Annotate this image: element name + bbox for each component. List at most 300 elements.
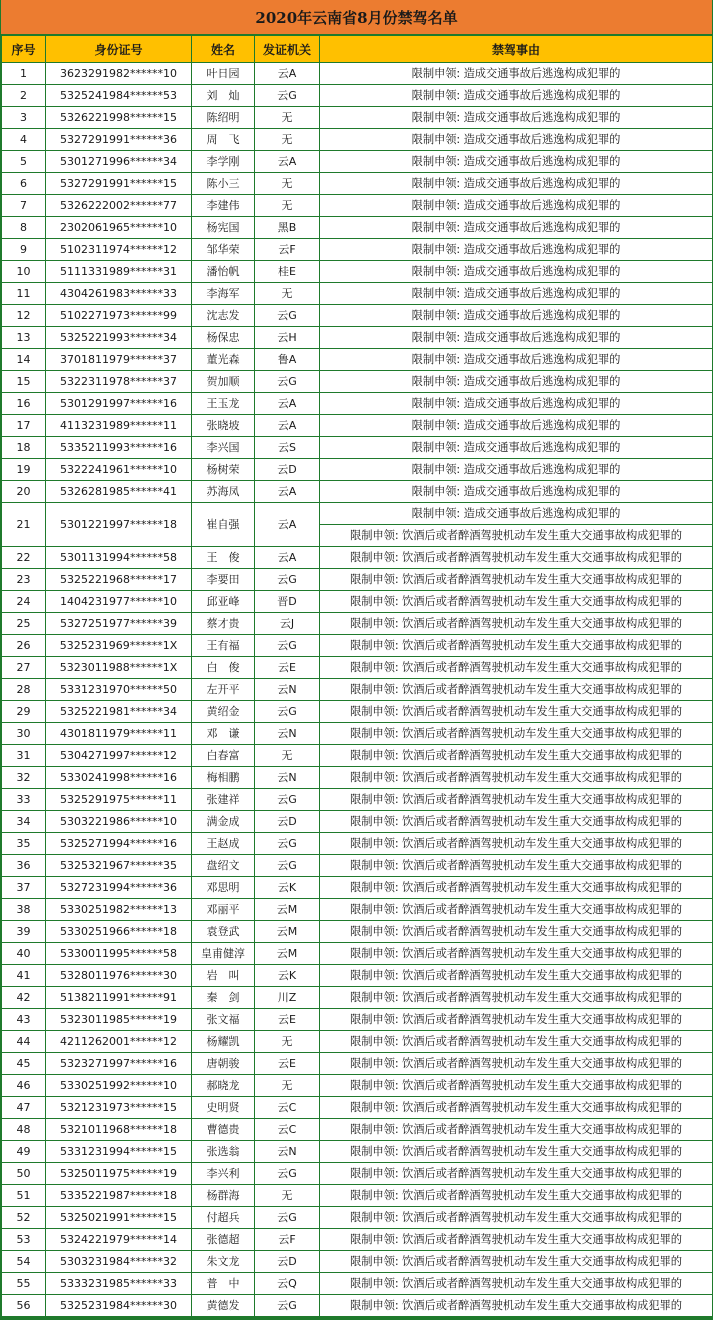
- row-reason: [320, 151, 713, 173]
- table-row: [2, 1251, 713, 1273]
- table-row: [2, 701, 713, 723]
- table-row: [2, 503, 713, 547]
- row-name: 沈志发: [192, 305, 255, 327]
- reason-text: 限制申领: 造成交通事故后逃逸构成犯罪的: [411, 507, 621, 520]
- row-reason: [320, 613, 713, 635]
- table-row: [2, 63, 713, 85]
- row-reason: [320, 1075, 713, 1097]
- row-reason: [320, 943, 713, 965]
- row-issuer: 云F: [255, 239, 320, 261]
- row-id-number: 5328011976******30: [46, 965, 192, 987]
- table-row: [2, 1009, 713, 1031]
- row-id-number: 5322241961******10: [46, 459, 192, 481]
- row-id-number: 5327291991******36: [46, 129, 192, 151]
- row-reason: [320, 723, 713, 745]
- row-id-number: 5333231985******33: [46, 1273, 192, 1295]
- row-id-number: 5138211991******91: [46, 987, 192, 1009]
- row-issuer: 云M: [255, 899, 320, 921]
- row-id-number: 5335221987******18: [46, 1185, 192, 1207]
- table-row: [2, 107, 713, 129]
- row-name: 贺加顺: [192, 371, 255, 393]
- row-issuer: 鲁A: [255, 349, 320, 371]
- table-row: [2, 1273, 713, 1295]
- row-id-number: 5335211993******16: [46, 437, 192, 459]
- row-id-number: 5325221993******34: [46, 327, 192, 349]
- row-name: 朱文龙: [192, 1251, 255, 1273]
- reason-text: 限制申领: 造成交通事故后逃逸构成犯罪的: [411, 419, 621, 432]
- row-reason: [320, 569, 713, 591]
- row-id-number: 3623291982******10: [46, 63, 192, 85]
- row-issuer: 无: [255, 1031, 320, 1053]
- row-issuer: 云D: [255, 1251, 320, 1273]
- row-id-number: 5330011995******58: [46, 943, 192, 965]
- row-name: 邓思明: [192, 877, 255, 899]
- table-row: [2, 129, 713, 151]
- reason-text: 限制申领: 饮酒后或者醉酒驾驶机动车发生重大交通事故构成犯罪的: [350, 1101, 682, 1114]
- row-name: 唐朝骏: [192, 1053, 255, 1075]
- row-issuer: 云N: [255, 1141, 320, 1163]
- row-issuer: 云K: [255, 877, 320, 899]
- row-reason: [320, 1053, 713, 1075]
- row-number: 14: [2, 349, 46, 371]
- reason-text: 限制申领: 饮酒后或者醉酒驾驶机动车发生重大交通事故构成犯罪的: [350, 947, 682, 960]
- row-id-number: 5303221986******10: [46, 811, 192, 833]
- row-name: 袁登武: [192, 921, 255, 943]
- row-id-number: 5102271973******99: [46, 305, 192, 327]
- reason-text: 限制申领: 造成交通事故后逃逸构成犯罪的: [411, 243, 621, 256]
- row-reason: [320, 833, 713, 855]
- row-reason: [320, 1141, 713, 1163]
- row-number: 6: [2, 173, 46, 195]
- row-issuer: 云M: [255, 943, 320, 965]
- table-row: [2, 85, 713, 107]
- table-row: [2, 723, 713, 745]
- row-name: 苏海凤: [192, 481, 255, 503]
- row-id-number: 4113231989******11: [46, 415, 192, 437]
- reason-text: 限制申领: 造成交通事故后逃逸构成犯罪的: [411, 199, 621, 212]
- row-name: 左开平: [192, 679, 255, 701]
- row-id-number: 5321231973******15: [46, 1097, 192, 1119]
- row-name: 白 俊: [192, 657, 255, 679]
- reason-text: 限制申领: 饮酒后或者醉酒驾驶机动车发生重大交通事故构成犯罪的: [350, 1167, 682, 1180]
- row-id-number: 5325241984******53: [46, 85, 192, 107]
- row-reason: [320, 899, 713, 921]
- row-name: 王玉龙: [192, 393, 255, 415]
- table-row: [2, 943, 713, 965]
- table-row: [2, 195, 713, 217]
- row-id-number: 5330251982******13: [46, 899, 192, 921]
- row-name: 李海军: [192, 283, 255, 305]
- table-row: [2, 591, 713, 613]
- row-reason: [320, 129, 713, 151]
- row-reason: [320, 107, 713, 129]
- row-reason: [320, 1295, 713, 1317]
- row-number: 19: [2, 459, 46, 481]
- row-id-number: 5324221979******14: [46, 1229, 192, 1251]
- row-name: 张德超: [192, 1229, 255, 1251]
- row-id-number: 5327291991******15: [46, 173, 192, 195]
- row-name: 付超兵: [192, 1207, 255, 1229]
- row-name: 白春富: [192, 745, 255, 767]
- row-issuer: 云A: [255, 503, 320, 547]
- row-number: 2: [2, 85, 46, 107]
- table-row: [2, 987, 713, 1009]
- row-reason: [320, 371, 713, 393]
- row-issuer: 无: [255, 129, 320, 151]
- row-issuer: 云D: [255, 459, 320, 481]
- reason-text: 限制申领: 饮酒后或者醉酒驾驶机动车发生重大交通事故构成犯罪的: [350, 1233, 682, 1246]
- row-number: 13: [2, 327, 46, 349]
- row-name: 郝晓龙: [192, 1075, 255, 1097]
- row-name: 张晓坡: [192, 415, 255, 437]
- table-row: [2, 349, 713, 371]
- row-number: 20: [2, 481, 46, 503]
- row-reason: [320, 789, 713, 811]
- row-id-number: 4304261983******33: [46, 283, 192, 305]
- row-reason: [320, 305, 713, 327]
- row-number: 11: [2, 283, 46, 305]
- reason-text: 限制申领: 造成交通事故后逃逸构成犯罪的: [411, 485, 621, 498]
- row-number: 37: [2, 877, 46, 899]
- row-name: 李要田: [192, 569, 255, 591]
- row-number: 42: [2, 987, 46, 1009]
- reason-text: 限制申领: 造成交通事故后逃逸构成犯罪的: [411, 397, 621, 410]
- table-row: [2, 283, 713, 305]
- table-body: [2, 63, 713, 1317]
- row-name: 盘绍文: [192, 855, 255, 877]
- table-row: [2, 371, 713, 393]
- header-issuer: 发证机关: [255, 36, 320, 63]
- reason-text: 限制申领: 造成交通事故后逃逸构成犯罪的: [411, 221, 621, 234]
- row-issuer: 云N: [255, 679, 320, 701]
- row-reason: [320, 173, 713, 195]
- reason-text: 限制申领: 饮酒后或者醉酒驾驶机动车发生重大交通事故构成犯罪的: [350, 573, 682, 586]
- row-issuer: 云A: [255, 63, 320, 85]
- header-row: [2, 36, 713, 63]
- row-number: 30: [2, 723, 46, 745]
- row-issuer: 无: [255, 745, 320, 767]
- row-issuer: 云G: [255, 789, 320, 811]
- row-number: 48: [2, 1119, 46, 1141]
- row-id-number: 5325011975******19: [46, 1163, 192, 1185]
- reason-text: 限制申领: 造成交通事故后逃逸构成犯罪的: [411, 265, 621, 278]
- row-id-number: 5331231970******50: [46, 679, 192, 701]
- reason-text: 限制申领: 造成交通事故后逃逸构成犯罪的: [411, 441, 621, 454]
- table-row: [2, 305, 713, 327]
- row-reason: [320, 965, 713, 987]
- row-reason: [320, 437, 713, 459]
- row-reason: [320, 1229, 713, 1251]
- reason-text: 限制申领: 饮酒后或者醉酒驾驶机动车发生重大交通事故构成犯罪的: [350, 1079, 682, 1092]
- row-id-number: 5325021991******15: [46, 1207, 192, 1229]
- row-name: 杨保忠: [192, 327, 255, 349]
- row-issuer: 云G: [255, 1163, 320, 1185]
- row-name: 蔡才贵: [192, 613, 255, 635]
- row-number: 22: [2, 547, 46, 569]
- row-issuer: 云C: [255, 1119, 320, 1141]
- reason-text: 限制申领: 饮酒后或者醉酒驾驶机动车发生重大交通事故构成犯罪的: [350, 837, 682, 850]
- table-row: [2, 437, 713, 459]
- table-row: [2, 459, 713, 481]
- row-issuer: 云G: [255, 85, 320, 107]
- table-row: [2, 1163, 713, 1185]
- reason-text: 限制申领: 饮酒后或者醉酒驾驶机动车发生重大交通事故构成犯罪的: [350, 727, 682, 740]
- table-row: [2, 877, 713, 899]
- row-name: 陈小三: [192, 173, 255, 195]
- row-issuer: 云J: [255, 613, 320, 635]
- row-number: 47: [2, 1097, 46, 1119]
- row-name: 普 中: [192, 1273, 255, 1295]
- row-id-number: 5330241998******16: [46, 767, 192, 789]
- row-issuer: 云Q: [255, 1273, 320, 1295]
- reason-text: 限制申领: 饮酒后或者醉酒驾驶机动车发生重大交通事故构成犯罪的: [350, 1211, 682, 1224]
- row-name: 皇甫健淳: [192, 943, 255, 965]
- row-reason: [320, 1119, 713, 1141]
- table-row: [2, 569, 713, 591]
- reason-text: 限制申领: 造成交通事故后逃逸构成犯罪的: [411, 177, 621, 190]
- row-name: 史明贤: [192, 1097, 255, 1119]
- row-id-number: 5325231984******30: [46, 1295, 192, 1317]
- row-number: 53: [2, 1229, 46, 1251]
- row-id-number: 1404231977******10: [46, 591, 192, 613]
- row-number: 40: [2, 943, 46, 965]
- table-row: [2, 657, 713, 679]
- row-number: 51: [2, 1185, 46, 1207]
- row-issuer: 无: [255, 195, 320, 217]
- row-reason: [320, 1009, 713, 1031]
- table-row: [2, 767, 713, 789]
- row-id-number: 5301271996******34: [46, 151, 192, 173]
- reason-text: 限制申领: 饮酒后或者醉酒驾驶机动车发生重大交通事故构成犯罪的: [350, 617, 682, 630]
- row-name: 张文福: [192, 1009, 255, 1031]
- row-issuer: 云F: [255, 1229, 320, 1251]
- row-reason: [320, 987, 713, 1009]
- table-row: [2, 151, 713, 173]
- row-issuer: 无: [255, 107, 320, 129]
- reason-text: 限制申领: 造成交通事故后逃逸构成犯罪的: [411, 353, 621, 366]
- row-name: 杨耀凯: [192, 1031, 255, 1053]
- row-number: 55: [2, 1273, 46, 1295]
- table-row: [2, 327, 713, 349]
- row-number: 15: [2, 371, 46, 393]
- table-row: [2, 547, 713, 569]
- row-name: 邱亚峰: [192, 591, 255, 613]
- reason-text: 限制申领: 造成交通事故后逃逸构成犯罪的: [411, 287, 621, 300]
- reason-text: 限制申领: 饮酒后或者醉酒驾驶机动车发生重大交通事故构成犯罪的: [350, 705, 682, 718]
- reason-text: 限制申领: 饮酒后或者醉酒驾驶机动车发生重大交通事故构成犯罪的: [350, 1013, 682, 1026]
- table-row: [2, 1141, 713, 1163]
- row-name: 张建祥: [192, 789, 255, 811]
- row-reason: [320, 261, 713, 283]
- row-number: 35: [2, 833, 46, 855]
- row-id-number: 5301291997******16: [46, 393, 192, 415]
- row-issuer: 云E: [255, 1009, 320, 1031]
- reason-text: 限制申领: 饮酒后或者醉酒驾驶机动车发生重大交通事故构成犯罪的: [350, 1189, 682, 1202]
- row-name: 秦 剑: [192, 987, 255, 1009]
- row-number: 36: [2, 855, 46, 877]
- row-name: 潘怡帆: [192, 261, 255, 283]
- row-id-number: 5301131994******58: [46, 547, 192, 569]
- row-number: 49: [2, 1141, 46, 1163]
- row-name: 邓 谦: [192, 723, 255, 745]
- row-number: 18: [2, 437, 46, 459]
- reason-text: 限制申领: 饮酒后或者醉酒驾驶机动车发生重大交通事故构成犯罪的: [350, 1145, 682, 1158]
- table-row: [2, 1185, 713, 1207]
- row-issuer: 云M: [255, 921, 320, 943]
- table-row: [2, 833, 713, 855]
- row-id-number: 5330251966******18: [46, 921, 192, 943]
- reason-text: 限制申领: 饮酒后或者醉酒驾驶机动车发生重大交通事故构成犯罪的: [350, 683, 682, 696]
- reason-text: 限制申领: 饮酒后或者醉酒驾驶机动车发生重大交通事故构成犯罪的: [350, 1057, 682, 1070]
- row-id-number: 5325321967******35: [46, 855, 192, 877]
- row-number: 28: [2, 679, 46, 701]
- reason-text: 限制申领: 造成交通事故后逃逸构成犯罪的: [411, 155, 621, 168]
- table-row: [2, 613, 713, 635]
- table-row: [2, 679, 713, 701]
- table-row: [2, 1119, 713, 1141]
- row-number: 4: [2, 129, 46, 151]
- table-row: [2, 393, 713, 415]
- row-issuer: 云E: [255, 1053, 320, 1075]
- row-number: 31: [2, 745, 46, 767]
- row-reason: [320, 1273, 713, 1295]
- row-name: 黄绍金: [192, 701, 255, 723]
- row-issuer: 云G: [255, 1207, 320, 1229]
- row-reason: [320, 767, 713, 789]
- reason-text: 限制申领: 饮酒后或者醉酒驾驶机动车发生重大交通事故构成犯罪的: [350, 661, 682, 674]
- row-id-number: 5303231984******32: [46, 1251, 192, 1273]
- row-id-number: 4301811979******11: [46, 723, 192, 745]
- reason-text: 限制申领: 造成交通事故后逃逸构成犯罪的: [411, 89, 621, 102]
- row-issuer: 桂E: [255, 261, 320, 283]
- row-issuer: 云G: [255, 1295, 320, 1317]
- row-number: 5: [2, 151, 46, 173]
- reason-text: 限制申领: 饮酒后或者醉酒驾驶机动车发生重大交通事故构成犯罪的: [350, 793, 682, 806]
- row-reason: [320, 1251, 713, 1273]
- row-reason: [320, 481, 713, 503]
- row-name: 王有福: [192, 635, 255, 657]
- reason-text: 限制申领: 造成交通事故后逃逸构成犯罪的: [411, 67, 621, 80]
- row-id-number: 5326222002******77: [46, 195, 192, 217]
- row-issuer: 云E: [255, 657, 320, 679]
- row-id-number: 5304271997******12: [46, 745, 192, 767]
- row-reason: [320, 1031, 713, 1053]
- table-row: [2, 1295, 713, 1317]
- table-row: [2, 415, 713, 437]
- row-number: 33: [2, 789, 46, 811]
- row-id-number: 5321011968******18: [46, 1119, 192, 1141]
- row-number: 24: [2, 591, 46, 613]
- row-number: 43: [2, 1009, 46, 1031]
- row-name: 满金成: [192, 811, 255, 833]
- row-id-number: 5325221981******34: [46, 701, 192, 723]
- row-issuer: 云G: [255, 569, 320, 591]
- row-reason: [320, 503, 713, 547]
- row-name: 李建伟: [192, 195, 255, 217]
- row-number: 25: [2, 613, 46, 635]
- row-issuer: 云G: [255, 833, 320, 855]
- row-issuer: 无: [255, 283, 320, 305]
- row-id-number: 5330251992******10: [46, 1075, 192, 1097]
- row-id-number: 5323011988******1X: [46, 657, 192, 679]
- reason-text: 限制申领: 造成交通事故后逃逸构成犯罪的: [411, 309, 621, 322]
- row-reason: [320, 1207, 713, 1229]
- row-id-number: 5331231994******15: [46, 1141, 192, 1163]
- row-issuer: 云N: [255, 723, 320, 745]
- table-row: [2, 1053, 713, 1075]
- row-reason: [320, 239, 713, 261]
- row-number: 45: [2, 1053, 46, 1075]
- row-reason: [320, 459, 713, 481]
- row-number: 52: [2, 1207, 46, 1229]
- row-issuer: 晋D: [255, 591, 320, 613]
- row-id-number: 5301221997******18: [46, 503, 192, 547]
- table-row: [2, 261, 713, 283]
- reason-text: 限制申领: 饮酒后或者醉酒驾驶机动车发生重大交通事故构成犯罪的: [350, 1277, 682, 1290]
- row-name: 李兴利: [192, 1163, 255, 1185]
- header-name: 姓名: [192, 36, 255, 63]
- reason-text: 限制申领: 饮酒后或者醉酒驾驶机动车发生重大交通事故构成犯罪的: [320, 524, 712, 546]
- table-row: [2, 239, 713, 261]
- row-reason: [320, 415, 713, 437]
- row-issuer: 无: [255, 173, 320, 195]
- row-number: 27: [2, 657, 46, 679]
- row-number: 34: [2, 811, 46, 833]
- row-number: 10: [2, 261, 46, 283]
- row-name: 李兴国: [192, 437, 255, 459]
- row-number: 8: [2, 217, 46, 239]
- table-row: [2, 745, 713, 767]
- row-reason: [320, 283, 713, 305]
- row-name: 杨群海: [192, 1185, 255, 1207]
- table-row: [2, 217, 713, 239]
- row-name: 陈绍明: [192, 107, 255, 129]
- reason-text: 限制申领: 饮酒后或者醉酒驾驶机动车发生重大交通事故构成犯罪的: [350, 639, 682, 652]
- row-issuer: 无: [255, 1075, 320, 1097]
- table-row: [2, 1229, 713, 1251]
- row-id-number: 5326281985******41: [46, 481, 192, 503]
- reason-text: 限制申领: 饮酒后或者醉酒驾驶机动车发生重大交通事故构成犯罪的: [350, 771, 682, 784]
- reason-text: 限制申领: 造成交通事故后逃逸构成犯罪的: [411, 463, 621, 476]
- row-number: 32: [2, 767, 46, 789]
- reason-text: 限制申领: 饮酒后或者醉酒驾驶机动车发生重大交通事故构成犯罪的: [350, 1255, 682, 1268]
- row-number: 17: [2, 415, 46, 437]
- reason-text: 限制申领: 饮酒后或者醉酒驾驶机动车发生重大交通事故构成犯罪的: [350, 1299, 682, 1312]
- table-row: [2, 965, 713, 987]
- reason-text: 限制申领: 饮酒后或者醉酒驾驶机动车发生重大交通事故构成犯罪的: [350, 1123, 682, 1136]
- row-number: 7: [2, 195, 46, 217]
- header-id: 身份证号: [46, 36, 192, 63]
- reason-text: 限制申领: 饮酒后或者醉酒驾驶机动车发生重大交通事故构成犯罪的: [350, 969, 682, 982]
- row-name: 张选翁: [192, 1141, 255, 1163]
- row-number: 46: [2, 1075, 46, 1097]
- row-issuer: 云A: [255, 415, 320, 437]
- row-name: 王 俊: [192, 547, 255, 569]
- table-row: [2, 1097, 713, 1119]
- row-number: 44: [2, 1031, 46, 1053]
- row-number: 39: [2, 921, 46, 943]
- row-name: 李学刚: [192, 151, 255, 173]
- reason-text: 限制申领: 饮酒后或者醉酒驾驶机动车发生重大交通事故构成犯罪的: [350, 1035, 682, 1048]
- row-reason: [320, 195, 713, 217]
- row-issuer: 云K: [255, 965, 320, 987]
- row-number: 21: [2, 503, 46, 547]
- row-reason: [320, 1163, 713, 1185]
- row-number: 54: [2, 1251, 46, 1273]
- row-id-number: 5322311978******37: [46, 371, 192, 393]
- table-row: [2, 1075, 713, 1097]
- row-name: 刘 灿: [192, 85, 255, 107]
